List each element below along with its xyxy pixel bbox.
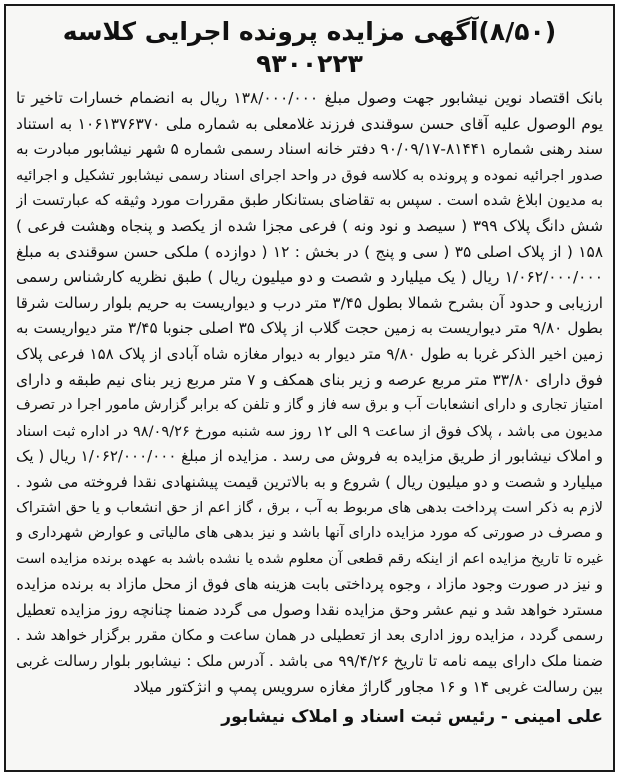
notice-body <box>16 86 603 700</box>
notice-line: و مصرف در صورتی که مورد مزایده دارای آنها باشد و نیز بدهی های مالیاتی و عوارض شهرداری و <box>16 525 603 542</box>
notice-line: امتیاز تجاری و دارای انشعابات آب و برق سه فاز و گاز و تلفن که برابر گزارش مامور اجرا در تصرف <box>16 397 603 414</box>
notice-line: غیره تا تاریخ مزایده اعم از اینکه رقم قطعی آن معلوم شده یا نشده باشد به عهده برنده مزایده است <box>16 550 603 567</box>
notice-line: لازم به ذکر است پرداخت بدهی های مربوط به آب ، برق ، گاز اعم از حق انشعاب و یا حق اشتراک <box>16 499 603 516</box>
notice-line: سند رهنی شماره ۸۱۴۴۱-۹۰/۰۹/۱۷ دفتر خانه اسناد رسمی شماره ۵ شهر نیشابور مبادرت به <box>16 140 603 159</box>
notice-line: ارزیابی و حدود آن بشرح شمالا بطول ۳/۴۵ متر درب و دیواریست به حریم بلوار رسالت شرقا <box>16 293 603 312</box>
notice-line: و املاک نیشابور از طریق مزایده به فروش می رسد . مزایده از مبلغ ۱/۰۶۲/۰۰۰/۰۰۰ ریال ( یک <box>16 447 603 466</box>
notice-line: بین رسالت غربی ۱۴ و ۱۶ مجاور گاراژ مغازه سرویس پمپ و انژکتور میلاد <box>133 677 603 696</box>
notice-line: مدیون می باشد ، پلاک فوق از ساعت ۹ الی ۱۲ روز سه شنبه مورخ ۹۸/۰۹/۲۶ در اداره ثبت اسناد <box>16 422 603 440</box>
notice-line: بانک اقتصاد نوین نیشابور جهت وصول مبلغ ۱۳۸/۰۰۰/۰۰۰ ریال به انضمام خسارات تاخیر تا <box>16 89 603 107</box>
notice-line: رسمی گردد ، مزایده روز اداری بعد از تعطیلی در همان ساعت و مکان مقرر برگزار خواهد شد . <box>16 627 603 645</box>
notice-line: شش دانگ پلاک ۳۹۹ ( سیصد و نود ونه ) فرعی مجزا شده از یکصد و پنجاه وهشت فرعی ) <box>16 216 603 235</box>
notice-line: فوق دارای ۳۳/۸۰ متر مربع عرصه و زیر بنای همکف و ۷ متر مربع زیر بنای نیم طبقه و دارای <box>16 370 603 389</box>
notice-line: صدور اجرائیه نموده و پرونده به کلاسه فوق در واحد اجرای اسناد رسمی نیشابور تشکیل و اجرائیه <box>16 166 603 184</box>
notice-title: (۸/۵۰)آگهی مزایده پرونده اجرایی کلاسه ۹۳۰۰۲۲۳ <box>62 17 557 78</box>
notice-line: ۱۵۸ ( از پلاک اصلی ۳۵ ( سی و پنج ) در بخش : ۱۲ ( دوازده ) ملکی حسن سوقندی به مبلغ <box>16 242 603 261</box>
notice-line: ۱/۰۶۲/۰۰۰/۰۰۰ ریال ( یک میلیارد و شصت و دو میلیون ریال ) طبق نظریه کارشناس رسمی <box>16 268 603 287</box>
notice-line: یوم الوصول علیه آقای حسن سوقندی فرزند غلامعلی به شماره ملی ۱۰۶۱۳۷۶۳۷۰ به استناد <box>16 114 603 133</box>
notice-line: ضمنا ملک دارای بیمه نامه تا تاریخ ۹۹/۴/۲۶ می باشد . آدرس ملک : نیشابور بلوار رسالت غربی <box>16 652 603 671</box>
auction-notice <box>4 4 615 772</box>
notice-signature: علی امینی - رئیس ثبت اسناد و املاک نیشابور <box>221 707 603 728</box>
notice-line: زمین اخیر الذکر غربا به طول ۹/۸۰ متر دیوار به دیوار مغازه شاه آبادی از پلاک ۱۵۸ فرعی پلاک <box>16 344 603 363</box>
notice-line: و نیز در صورت وجود مازاد ، وجوه پرداختی بابت هزینه های فوق از محل مازاد به برنده مزایده <box>16 575 603 594</box>
notice-line: بطول ۹/۸۰ متر دیواریست به زمین حجت گلاب از پلاک ۳۵ اصلی جنوبا ۳/۴۵ متر دیواریست به <box>16 319 603 338</box>
notice-line: میلیارد و شصت و دو میلیون ریال ) شروع و به بالاترین قیمت پیشنهادی نقدا فروخته می شود . <box>16 472 603 491</box>
notice-line: به مدیون ابلاغ شده است . سپس به تقاضای بستانکار طبق مقررات مورد وثیقه که عبارتست از <box>16 191 603 210</box>
notice-line: مسترد خواهد شد و نیم عشر وحق مزایده نقدا وصول می گردد ضمنا چنانچه روز مزایده تعطیل <box>16 600 603 619</box>
